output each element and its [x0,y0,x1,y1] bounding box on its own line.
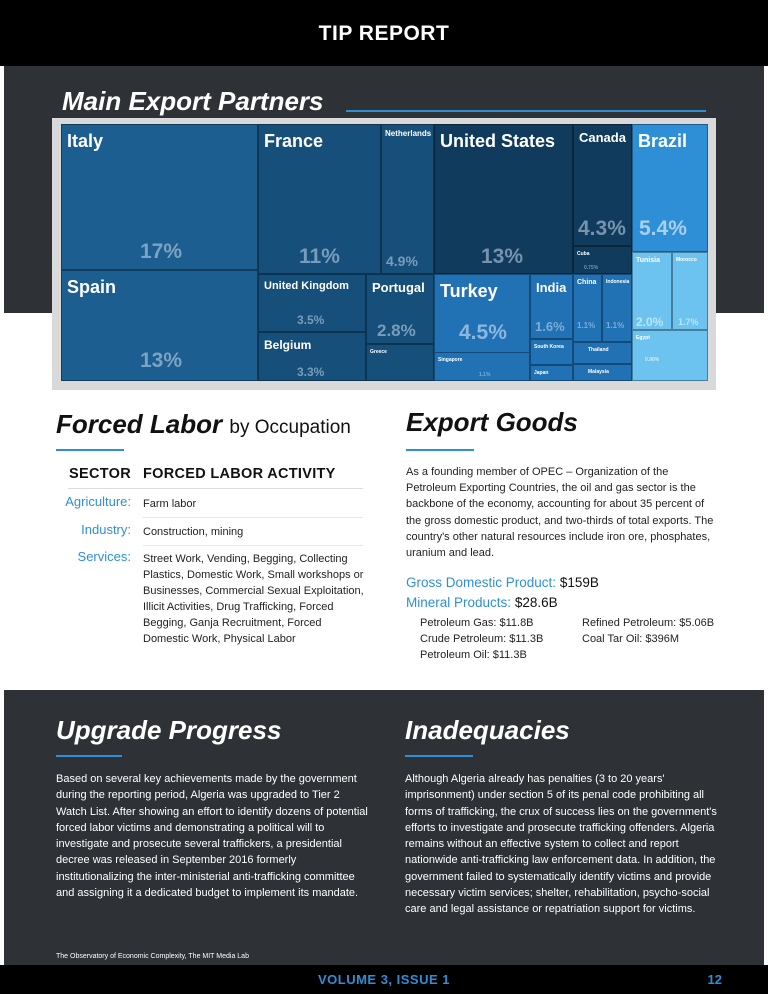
tile-label: South Korea [534,344,564,350]
tile-label: Netherlands [385,129,432,138]
mineral-item: Petroleum Oil: $11.3B [420,649,527,661]
tile-label: China [577,279,597,286]
tile-label: Portugal [372,280,425,295]
tile-thailand [573,342,632,364]
tile-india [530,274,573,339]
tile-label: Greece [370,349,387,355]
tile-label: Thailand [588,347,609,353]
tile-value: 0.75% [584,265,599,271]
activity-agriculture: Farm labor [143,498,197,510]
tile-label: United Kingdom [264,280,349,292]
mineral-item: Petroleum Gas: $11.8B [420,617,534,629]
tile-value: 3.5% [297,313,325,327]
tile-united-kingdom [258,274,366,332]
tile-belgium [258,332,366,381]
activity-services: Street Work, Vending, Begging, Collecting Plastics, Domestic Work, Small workshops or Businesses, Commercial Sexual Exploitation, Illicit Activities, Drug Trafficking, Forced Begging, Ganja Recruitment, Forced Domestic Work, Physical Labor [143,553,364,645]
tile-italy [61,124,258,270]
mineral-item: Coal Tar Oil: $396M [582,633,680,645]
export-partners-rule [346,110,706,112]
tile-cuba [573,246,632,274]
tile-value: 17% [140,240,183,263]
tile-value: 2.8% [377,321,416,340]
tile-label: Turkey [440,281,498,301]
gdp-label: Gross Domestic Product: [406,575,557,590]
report-title: TIP REPORT [318,22,450,45]
tile-label: Egypt [636,335,650,341]
forced-labor-title-main: Forced Labor [56,409,223,439]
table-header-rule [68,488,363,489]
mineral-item: Refined Petroleum: $5.06B [582,617,715,629]
tile-label: Cuba [577,251,590,257]
tile-label: Malaysia [588,369,609,375]
inadequacies-rule [405,755,473,757]
tile-morocco [672,252,708,330]
tile-label: Brazil [638,131,688,151]
tile-label: Morocco [676,257,697,263]
export-partners-treemap [61,124,708,381]
page-number: 12 [707,972,722,987]
tile-label: France [264,131,324,151]
tile-value: 4.5% [459,321,507,344]
tile-value: 0.90% [645,357,660,363]
sector-industry: Industry: [81,522,131,537]
tile-indonesia [602,274,632,342]
tile-label: Spain [67,277,117,297]
export-goods-title: Export Goods [406,407,578,437]
tile-value: 1.6% [535,319,565,334]
tile-label: Indonesia [606,279,630,285]
tile-canada [573,124,632,246]
volume-issue: VOLUME 3, ISSUE 1 [317,972,451,987]
tile-malaysia [573,364,632,381]
tile-label: United States [440,131,556,151]
tile-label: Japan [534,370,549,376]
tile-netherlands [381,124,434,274]
tile-value: 1.1% [479,372,491,378]
tile-label: India [536,280,567,295]
mineral-item: Crude Petroleum: $11.3B [420,633,544,645]
tile-label: Canada [579,130,626,145]
tile-label: Singapore [438,357,463,363]
tile-value: 3.3% [297,365,325,379]
tile-united-states [434,124,573,274]
tile-label: Belgium [264,338,312,352]
tile-greece [366,344,434,381]
sector-agriculture: Agriculture: [65,494,131,509]
export-partners-title: Main Export Partners [62,86,324,116]
tile-tunisia [632,252,672,330]
gdp-value: $159B [559,575,599,590]
tile-portugal [366,274,434,344]
activity-industry: Construction, mining [143,526,244,538]
gdp-stat [406,575,599,590]
forced-labor-title-sub: by Occupation [229,417,351,438]
mineral-list-left [420,615,543,663]
tile-spain [61,270,258,381]
inadequacies-text: Although Algeria already has penalties (3 to 20 years' imprisonment) under section 5 of its penal code prohibiting all forms of trafficking, the crux of success lies on the government's efforts to investigate and prosecute trafficking offenders. Algeria remains without an effective system to collect and report nationwide anti-trafficking law enforcement data. In addition, the government failed to systematically identify victims and provide necessary victim services; shelter, rehabilitation, psycho-social care and legal assistance or repatriation support for victims. [405,773,717,916]
export-goods-rule [406,449,474,451]
tile-value: 13% [140,349,183,372]
col-header-activity: FORCED LABOR ACTIVITY [143,466,336,482]
sector-services: Services: [77,549,131,564]
tile-value: 2.0% [636,315,664,329]
export-goods-text: As a founding member of OPEC – Organization of the Petroleum Exporting Countries, the oil and gas sector is the backbone of the economy, accounting for about 35 percent of the gross domestic product, and two-thirds of total exports. The country's other natural resources include iron ore, phosphates, uranium and lead. [406,466,714,560]
tile-egypt [632,330,708,381]
forced-labor-rule [56,449,124,451]
tile-china [573,274,602,342]
inadequacies-title: Inadequacies [405,715,570,745]
mineral-label: Mineral Products: [406,595,512,610]
page-footer [0,965,768,994]
mineral-stat [406,595,558,610]
tile-value: 1.1% [577,321,596,330]
tile-label: Italy [67,131,104,151]
tile-south-korea [530,339,573,365]
tile-value: 11% [299,245,340,268]
mineral-list-right [582,615,714,647]
row-rule [143,545,363,546]
tile-value: 1.7% [678,317,699,327]
upgrade-progress-text: Based on several key achievements made by the government during the reporting period, Algeria was upgraded to Tier 2 Watch List. After showing an effort to identify dozens of potential forced labor victims and demonstrating a political will to investigate and prosecute several traffickers, a presidential decree was released in September 2016 formerly institutionalizing the inter-ministerial anti-trafficking committee and assigning it a dedicated budget to implement its mandate. [56,773,368,900]
tile-value: 1.1% [606,321,625,330]
row-rule [143,517,363,518]
upgrade-progress-title: Upgrade Progress [56,715,282,745]
col-header-sector: SECTOR [69,466,131,482]
tile-japan [530,365,573,381]
tile-value: 4.3% [578,217,626,240]
forced-labor-title [56,409,351,440]
mineral-value: $28.6B [514,595,558,610]
tile-value: 5.4% [639,217,687,240]
tile-value: 4.9% [386,253,418,269]
upgrade-progress-rule [56,755,122,757]
tile-singapore [434,352,530,381]
source-credit: The Observatory of Economic Complexity, The MIT Media Lab [56,953,249,960]
tile-brazil [632,124,708,252]
tile-france [258,124,381,274]
page-header [0,0,768,66]
tile-label: Tunisia [636,257,660,264]
tile-value: 13% [481,245,524,268]
